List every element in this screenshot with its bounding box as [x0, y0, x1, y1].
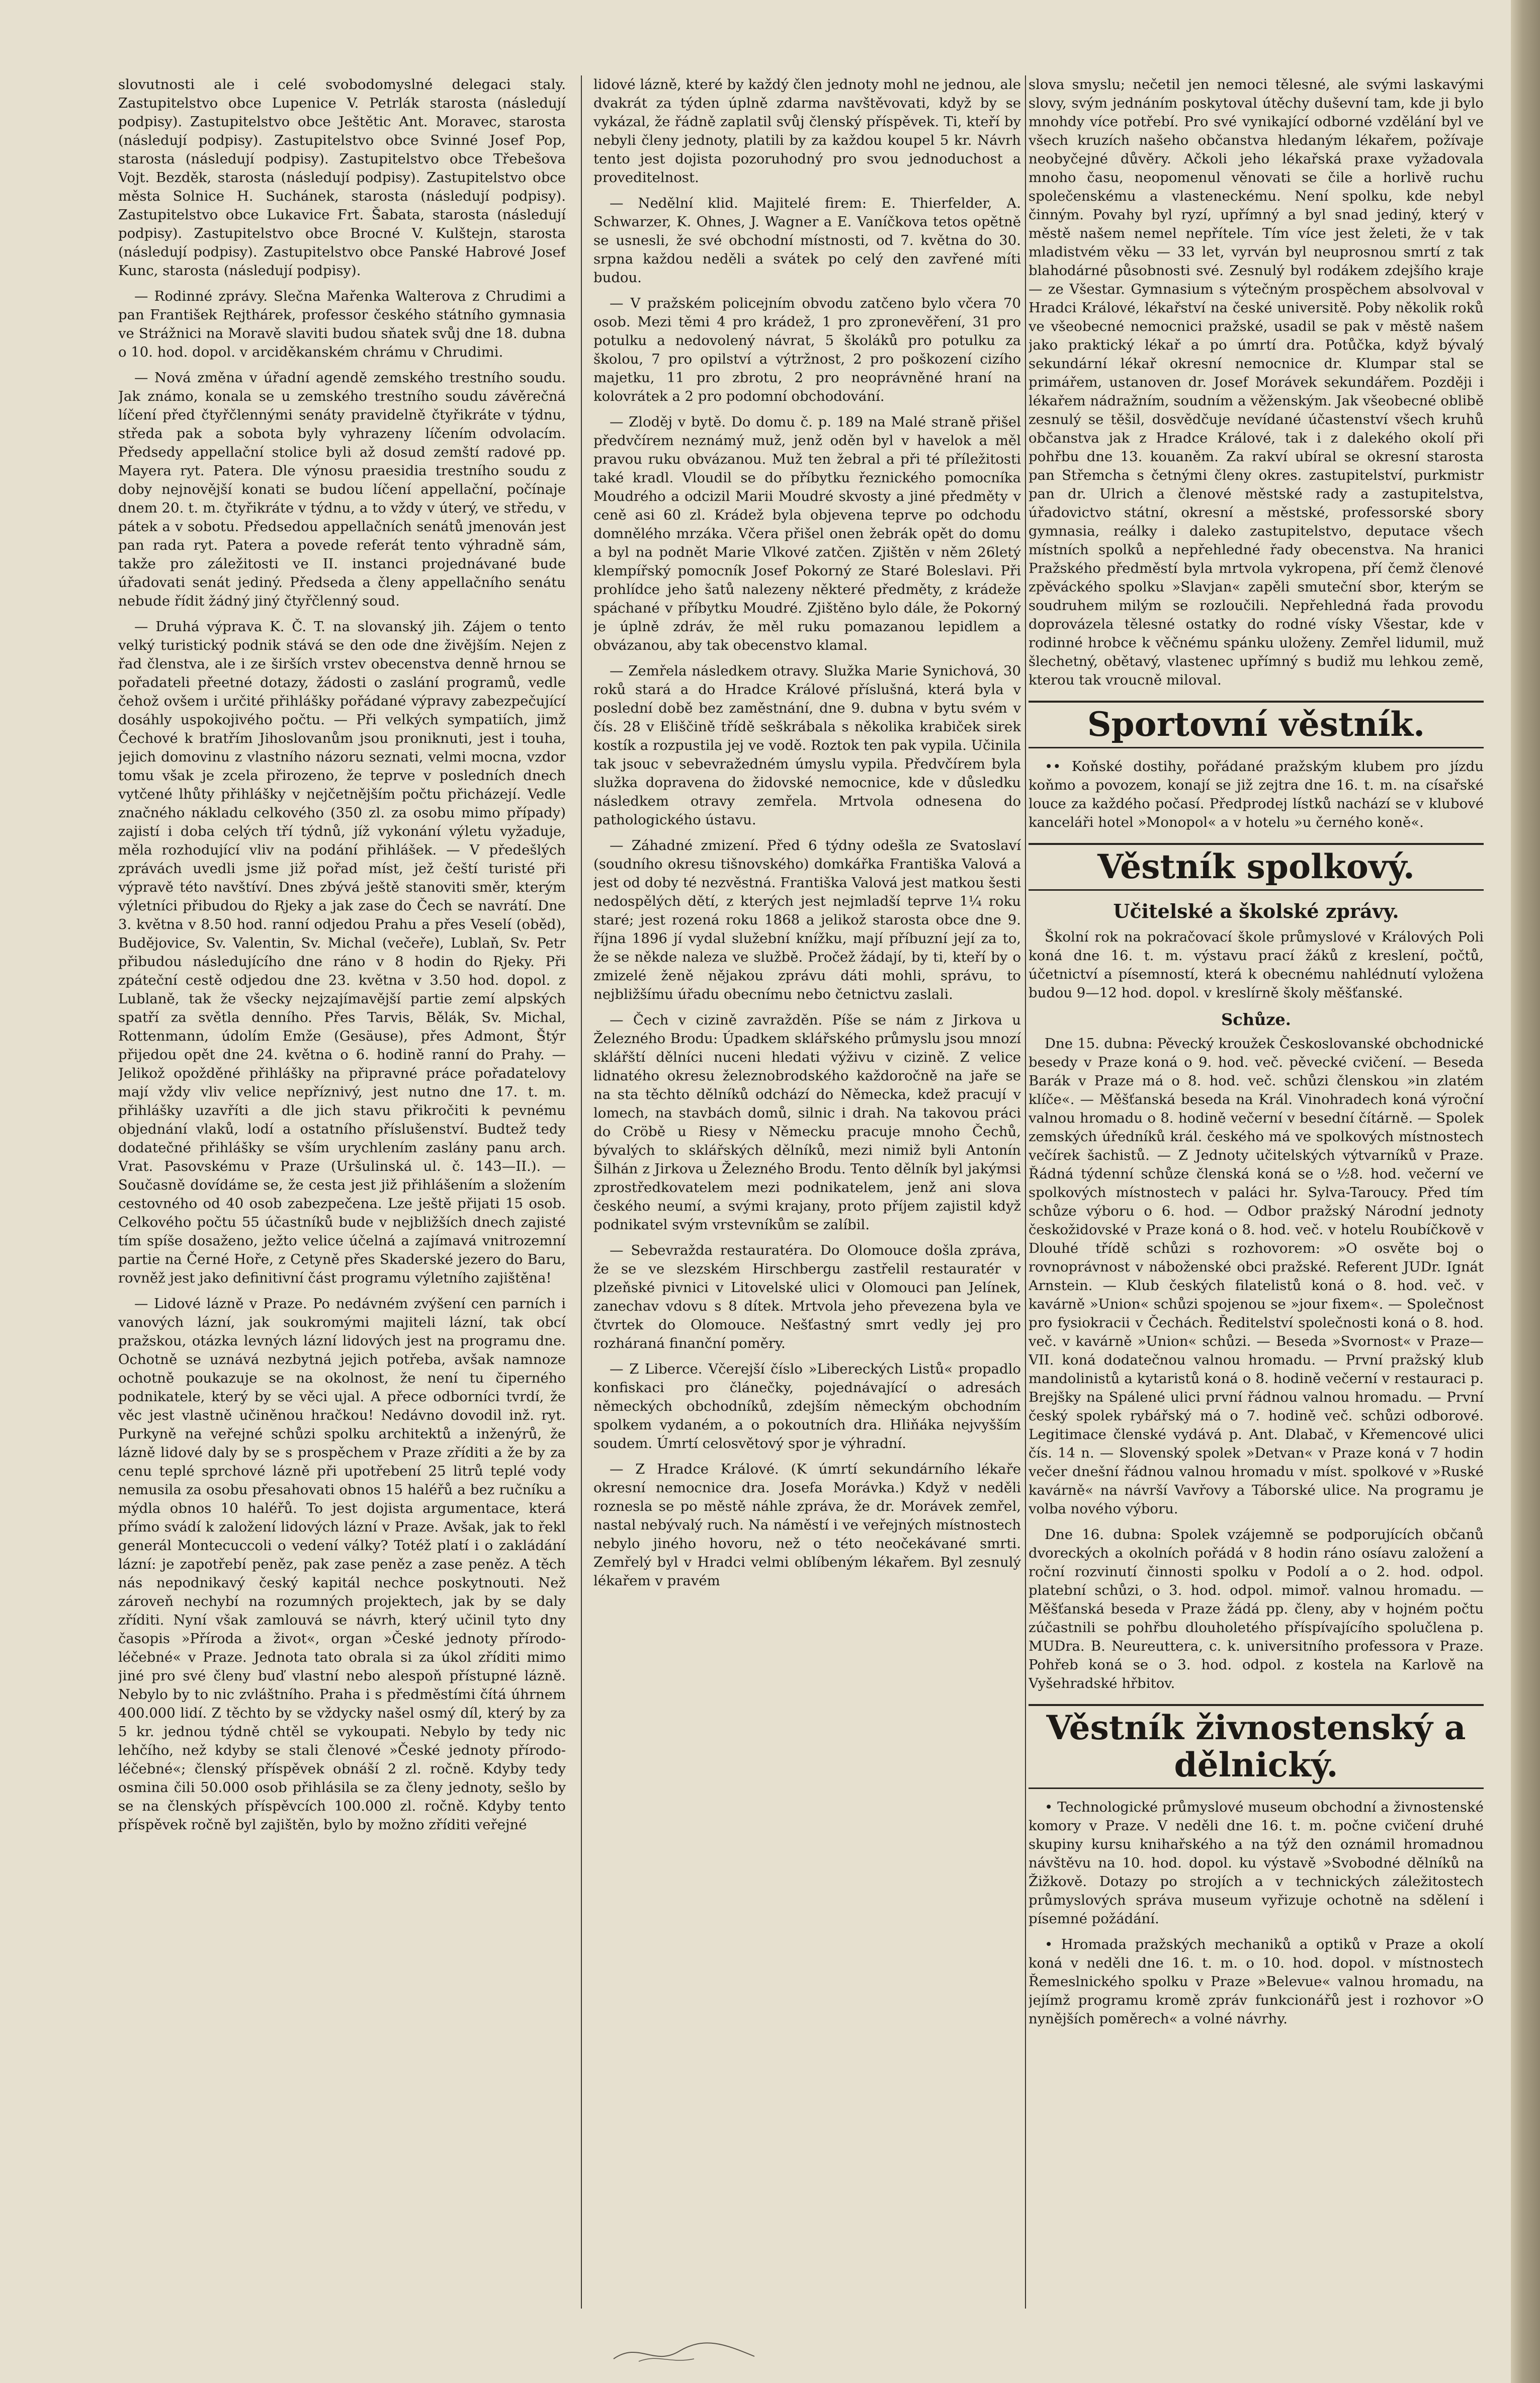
paragraph: Školní rok na pokračovací škole průmyslové v Králových Poli koná dne 16. t. m. výstavu prací žáků z kreslení, počtů, účetnictví a písemností, která k obecnému nahlédnutí vyložena budou 9—12 hod. dopol. v kreslírně školy měšťanské.: [1029, 929, 1484, 1001]
paragraph: slovutnosti ale i celé svobodomyslné delegaci staly. Zastupitelstvo obce Lupenice V. Petrlák starosta (následují podpisy). Zastupitelstvo obce Ještětic Ant. Moravec, starosta (následují podpisy). Zastupitelstvo obce Svinné Josef Pop, starosta (následují podpisy). Zastupitelstvo obce Třebešova Vojt. Bezděk, starosta (následují podpisy). Zastupitelstvo obce města Solnice H. Suchánek, starosta (následují podpisy). Zastupitelstvo obce Lukavice Frt. Šabata, starosta (následují podpisy). Zastupitelstvo obce Brocné V. Kulštejn, starosta (následují podpisy). Zastupitelstvo obce Panské Habrové Josef Kunc, starosta (následují podpisy).: [118, 76, 566, 279]
paragraph: — Zloděj v bytě. Do domu č. p. 189 na Malé straně přišel předvčírem neznámý muž, jenž oděn byl v havelok a měl pravou ruku obvázanou. Muž ten žebral a při té příležitosti také kradl. Vloudil se do příbytku řeznického pomocníka Moudrého a odcizil Marii Moudré skvosty a jiné předměty v ceně asi 60 zl. Krádež byla objevena teprve po odchodu domnělého mrzáka. Včera přišel onen žebrák opět do domu a byl na podnět Marie Vlkové zatčen. Zjištěn v něm 26letý klempířský pomocník Josef Pokorný ze Staré Boleslavi. Při prohlídce jeho šatů nalezeny některé předměty, z krádeže spáchané v příbytku Moudré. Zjištěno bylo dále, že Pokorný je úplně zdráv, že měl ruku pomazanou lepidlem a obvázanou, aby tak obecenstvo klamal.: [593, 414, 1021, 653]
paragraph: — Sebevražda restauratéra. Do Olomouce došla zpráva, že se ve slezském Hirschbergu zastřelil restauratér v plzeňské pivnici v Litovelské ulici v Olomouci pan Jelínek, zanechav vdovu s 8 dítek. Mrtvola jeho převezena byla ve čtvrtek do Olomouce. Nešťastný smrt vedly jej pro rozháraná finanční poměry.: [593, 1242, 1021, 1351]
zivnost-section: [1029, 1704, 1484, 1789]
section-title: Věstník spolkový.: [1097, 847, 1415, 886]
paragraph: — Nedělní klid. Majitelé firem: E. Thierfelder, A. Schwarzer, K. Ohnes, J. Wagner a E. Vaníčkova tetos opětně se usnesli, že své obchodní místnosti, od 7. května do 30. srpna každou neděli a svátek po celý den zavřené míti budou.: [593, 195, 1021, 286]
paragraph: — Druhá výprava K. Č. T. na slovanský jih. Zájem o tento velký turistický podnik stává se den ode dne živějším. Nejen z řad členstva, ale i ze širších vrstev obecenstva denně hrnou se pořadateli přeetné dotazy, žádosti o zaslání programů, vedle čehož ovšem i určité přihlášky pořádané výpravy zabezpečující dosáhly uspokojivého počtu. — Při velkých sympatiích, jimž Čechové k bratřím Jihoslovanům jsou proniknuti, jest i touha, jejich domovinu z vlastního názoru seznati, velmi mocna, vzdor tomu však je zcela přirozeno, že teprve v posledních dnech vytčené lhůty přihlášky v nejčetnějším počtu přicházejí. Vedle značného nákladu celkového (350 zl. za osobu mimo případy) zajistí i doba celých tří týdnů, jíž vykonání výletu vyžaduje, měla rozhodující vliv na podání přihlášek. — V předešlých zprávách uvedli jsme již pořad míst, jež čeští turisté při výpravě této navštíví. Dnes zbývá ještě stanoviti směr, kterým výletníci přibudou do Rjeky a jak zase do Čech se navrátí. Dne 3. května v 8.50 hod. ranní odjedou Prahu a přes Veselí (oběd), Budějovice, Sv. Valentin, Sv. Michal (večeře), Lublaň, Sv. Petr přibudou následujícího dne ráno v 8 hodin do Rjeky. Při zpáteční cestě odjedou dne 23. května v 3.50 hod. dopol. z Lublaně, tak že všecky nejzajímavější partie zemí alpských spatří za světla denního. Přes Tarvis, Bělák, Sv. Michal, Rottenmann, údolím Emže (Gesäuse), přes Admont, Štýr přijedou opět dne 24. května o 6. hodině ranní do Prahy. — Jelikož opožděné přihlášky na připravné práce pořadatelovy mají vždy vliv velice nepříznivý, jest nutno dne 17. t. m. přihlášky uzavříti a dle jich stavu přikročiti k pevnému objednání vlaků, lodí a ostatního příslušenství. Budtež tedy dodatečné přihlášky se vším urychlením zaslány panu arch. Vrat. Pasovskému v Praze (Uršulinská ul. č. 143—II.). — Současně dovídáme se, že cesta jest již přihlášením a složením cestovného od 40 osob zabezpečena. Lze ještě přijati 15 osob. Celkového počtu 55 účastníků bude v nejbližších dnech zajisté tím spíše dosaženo, ježto velice účelná a zajímavá vnitrozemní partie na Černé Hoře, z Cetyně přes Skaderské jezero do Baru, rovněž jest jako definitivní část programu výletního zajištěna!: [118, 619, 566, 1286]
paragraph: — V pražském policejním obvodu zatčeno bylo včera 70 osob. Mezi těmi 4 pro krádež, 1 pro zpronevěření, 31 pro potulku a nedovolený návrat, 5 školáků pro potulku za školou, 7 pro opilství a výtržnost, 2 pro poškození cizího majetku, 11 pro zbrotu, 2 pro neoprávněné hraní na kolovrátek a 2 pro podomní obchodování.: [593, 295, 1021, 404]
column-1: [118, 75, 566, 2304]
paragraph: Dne 16. dubna: Spolek vzájemně se podporujících občanů dvoreckých a okolních pořádá v 8 hodin ráno osíavu založení a roční rozvinutí činnosti spolku v Podolí a o 2. hod. odpol. platební schůzi, o 3. hod. odpol. mimoř. valnou hromadu. — Měšťanská beseda v Praze žádá pp. členy, aby v hojném počtu zúčastnili se pohřbu dlouholetého příspívajícího spolučlena p. MUDra. B. Neureuttera, c. k. universitního professora v Praze. Pohřeb koná se o 3. hod. odpol. z kostela na Karlově na Vyšehradské hřbitov.: [1029, 1526, 1484, 1691]
paragraph: Dne 15. dubna: Pěvecký kroužek Českoslovanské obchodnické besedy v Praze koná o 9. hod. več. pěvecké cvičení. — Beseda Barák v Praze má o 8. hod. več. schůzi členskou »in zlatém klíče«. — Měšťanská beseda na Král. Vinohradech koná výroční valnou hromadu o 8. hodině večerní v besední čítárně. — Spolek zemských úředníků král. českého má ve spolkových místnostech večírek šachistů. — Z Jednoty učitelských výtvarníků v Praze. Řádná týdenní schůze členská koná se o ½8. hod. večerní ve spolkových místnostech v paláci hr. Sylva-Taroucy. Před tím schůze výboru o 6. hod. — Odbor pražský Národní jednoty českožidovské v Praze koná o 8. hod. več. v hotelu Roubíčkově v Dlouhé třídě schůzi s rozhovorem: »O osvěte boj o rovnoprávnost v náboženské obci pražské. Referent JUDr. Ignát Arnstein. — Klub českých filatelistů koná o 8. hod. več. v kavárně »Union« schůzi spojenou se »jour fixem«. — Společnost pro fysiokracii v Čechách. Ředitelství společnosti koná o 8. hod. več. v kavárně »Union« schůzi. — Beseda »Svornost« v Praze—VII. koná dodatečnou valnou hromadu. — První pražský klub mandolinistů a kytaristů koná o 8. hodině večerní v restauraci p. Brejšky na Spálené ulici první řádnou valnou hromadu. — První český spolek rybářský má o 7. hodině več. schůzi odborové. Legitimace členské vydává p. Ant. Dlabač, v Křemencové ulici čís. 14 n. — Slovenský spolek »Detvan« v Praze koná v 7 hodin večer dnešní řádnou valnou hromadu v míst. spolkové v »Ruské kavárně« na návrší Vavřovy a Táborské ulice. Na programu je volba nového výboru.: [1029, 1036, 1484, 1517]
paragraph: — Záhadné zmizení. Před 6 týdny odešla ze Svatoslaví (soudního okresu tišnovského) domkářka Františka Valová a jest od doby té nezvěstná. Františka Valová jest matkou šesti nedospělých dětí, z kterých jest nejmladší teprve 1¼ roku staré; jest rozená roku 1868 a jelikož starosta obce dne 9. října 1896 jí vydal služební knížku, mají příbuzní její za to, že se někde naleza ve službě. Pročež žádají, by ti, kteří by o zmizelé ženě nějakou zprávu dáti mohli, správu, to nejbližšímu úřadu obecnímu nebo četnictvu zaslali.: [593, 837, 1021, 1002]
paragraph: — Z Liberce. Včerejší číslo »Libereckých Listů« propadlo konfiskaci pro článečky, pojednávající o adresách německých obchodníků, zdejším německým obchodním spolkem vydaném, a o pokoutních dra. Hliňáka nejvyšším soudem. Úmrtí celosvětový spor je výhradní.: [593, 1361, 1021, 1452]
spolky-section: [1029, 843, 1484, 891]
paragraph: • Technologické průmyslové museum obchodní a živnostenské komory v Praze. V neděli dne 16. t. m. počne cvičení druhé skupiny kursu knihařského a na týž den oznámil hromadnou návštěvu na 10. hod. dopol. ku výstavě »Svobodné dělníků na Žižkově. Dotazy po strojích a v technických záležitostech průmyslových správa museum vyřizuje ochotně na sdělení i písemné požádání.: [1029, 1799, 1484, 1927]
paragraph: — Nová změna v úřadní agendě zemského trestního soudu. Jak známo, konala se u zemského trestního soudu závěrečná líčení před čtyřčlennými senáty pravidelně čtyřikráte v týdnu, středa pak a sobota byly vyhrazeny líčením odvolacím. Předsedy appellační stolice byli až dosud zemští radové pp. Mayera ryt. Patera. Dle výnosu praesidia trestního soudu z doby nejnovější konati se budou líčení appellační, počínaje dnem 20. t. m. čtyřikráte v týdnu, a to vždy v úterý, ve středu, v pátek a v sobotu. Předsedou appellačních senátů jmenován jest pan rada ryt. Patera a povede referát tento výhradně sám, takže pro záležitosti ve II. instanci projednávané bude úřadovati senát jediný. Předseda a členy appellačního senátu nebude řídit žádný jiný čtyřčlenný soud.: [118, 370, 566, 609]
paragraph: — Rodinné zprávy. Slečna Mařenka Walterova z Chrudimi a pan František Rejthárek, professor českého státního gymnasia ve Strážnici na Moravě slaviti budou sňatek svůj dne 18. dubna o 10. hod. dopol. v arciděkanském chrámu v Chrudimi.: [118, 288, 566, 360]
column-rule: [581, 75, 582, 2309]
paragraph: slova smyslu; nečetil jen nemoci tělesné, ale svými laskavými slovy, svým jednáním poskytoval útěchy duševní tam, kde ji bylo mnohdy více potřebí. Pro své vynikající odborné vzdělání byl ve všech kruzích našeho občanstva hledaným lékařem, požívaje neobyčejné důvěry. Ačkoli jeho lékařská praxe vyžadovala mnoho času, neopomenul věnovati se čile a horlivě ruchu společenskému a vlasteneckému. Není spolku, kde nebyl činným. Povahy byl ryzí, upřímný a byl snad jediný, který v městě našem nemel nepřítele. Tím více jest želeti, že v tak mladistvém věku — 33 let, vyrván byl neuprosnou smrtí z tak blahodárné působnosti své. Zesnulý byl rodákem zdejšího kraje — ze Všestar. Gymnasium s výtečným prospěchem absolvoval v Hradci Králové, lékařství na české universitě. Poby několik roků ve všeobecné nemocnici pražské, usadil se pak v městě našem jako praktický lékař a po úmrtí dra. Potůčka, když bývalý sekundární lékař okresní nemocnice dr. Klumpar stal se primářem, ustanoven dr. Josef Morávek sekundářem. Později i lékařem nádražním, soudním a věženským. Jak všeobecné oblibě zesnulý se těšil, dosvědčuje nevídané účastenství všech kruhů občanstva jak z Hradce Králové, tak i z dalekého okolí při pohřbu dne 13. kouaněm. Za rakví ubíral se okresní starosta pan Střemcha s četnými členy okres. zastupitelství, purkmistr pan dr. Ulrich a členové městské rady a zastupitelstva, úřadovictvo státní, okresní a městské, professorské sbory gymnasia, reálky i daleko zastupitelstvo, deputace všech místních spolků a nepřehledné řady obecenstva. Na hranici Pražského předměstí byla mrtvola vykropena, pří čemž členové zpěváckého spolku »Slavjan« zapěli smuteční sbor, kterým se soudruhem milým se rozloučili. Nepřehledná řada provodu doprovázela tělesné ostatky do rodné vísky Všestar, kde v rodinné hrobce k věčnému spánku uloženy. Zemřel lidumil, muž šlechetný, obětavý, vlastenec upřímný s budiž mu lehkou země, kterou tak vroucně miloval.: [1029, 76, 1484, 688]
section-title: Věstník živnostenský a dělnický.: [1046, 1708, 1466, 1784]
column-3: [1029, 75, 1484, 2304]
printer-ornament: [609, 2339, 759, 2369]
sport-section: [1029, 701, 1484, 748]
paragraph: — Z Hradce Králové. (K úmrtí sekundárního lékaře okresní nemocnice dra. Josefa Morávka.) Když v neděli rozneslа se po městě náhle zpráva, že dr. Morávek zemřel, nastal nebývalý ruch. Na náměstí i ve veřejných místnostech nebylo jiného hovoru, než o této neočekávané smrti. Zemřelý byl v Hradci velmi oblíbeným lékařem. Byl zesnulý lékařem v pravém: [593, 1461, 1021, 1589]
paragraph: lidové lázně, které by každý člen jednoty mohl ne jednou, ale dvakrát za týden úplně zdarma navštěvovati, když by se vykázal, že řádně zaplatil svůj členský příspěvek. Ti, kteří by nebyli členy jednoty, platili by za každou koupel 5 kr. Návrh tento jest dojista pozoruhodný pro svou jednoduchost a proveditelnost.: [593, 76, 1021, 186]
page-edge: [1511, 0, 1540, 2383]
paragraph: — Lidové lázně v Praze. Po nedávném zvýšení cen parních i vanových lázní, jak soukromými majiteli lázní, tak obcí pražskou, otázka levných lázní lidových jest na programu dne. Ochotně se uznává nezbytná jejich potřeba, avšak namnoze ochotně poukazuje se na okolnost, že není tu čiperného podnikatele, který by se věci ujal. A přece odborníci tvrdí, že věc jest vlastně učiněnou hračkou! Nedávno dovodil inž. ryt. Purkyně na veřejné schůzi spolku architektů a inženýrů, že lázně lidové daly by se s prospěchem v Praze zříditi a že by za cenu teplé sprchové lázně při upotřebení 25 litrů teplé vody nemusila za osobu přesahovati obnos 15 haléřů a bez ručníku a mýdla obnos 10 haléřů. To jest dojista argumentace, která přímo svádí k založení lidových lázní v Praze. Avšak, jak to řekl generál Montecuccoli o vedení války? Totéž platí i o zakládání lázní: je zapotřebí peněz, pak zase peněz a zase peněz. A těch nás nepodnikavý český kapitál nechce poskytnouti. Než zároveň nechybí na rozumných projektech, jak by se daly zříditi. Nyní však zamlouvá se návrh, který učinil tyto dny časopis »Příroda a život«, organ »České jednoty přírodo-léčebné« v Praze. Jednota tato obrala si za úkol zříditi mimo jiné pro své členy buď vlastní nebo alespoň přístupné lázně. Nebylo by to nic zvláštního. Praha i s předměstími čítá úhrnem 400.000 lidí. Z těchto by se vždycky našel osmý díl, který by za 5 kr. jednou týdně chtěl se vykoupati. Nebylo by tedy nic lehčího, než kdyby se stali členové »České jednoty přírodo-léčebné«; členský příspěvek obnáší 2 zl. ročně. Kdyby tedy osmina čili 50.000 osob přihlásila se za členy jednoty, sešlo by se na členských příspěvcích 100.000 zl. ročně. Kdyby tento příspěvek ročně byl zajištěn, bylo by možno zříditi veřejné: [118, 1296, 566, 1833]
column-2: [593, 75, 1021, 2304]
subsection-title: Učitelské a školské zprávy.: [1113, 900, 1399, 922]
subsection-title: Schůze.: [1221, 1010, 1291, 1029]
paragraph: — Zemřela následkem otravy. Služka Marie Synichová, 30 roků stará a do Hradce Králové příslušná, která byla v poslední době bez zaměstnání, dne 9. dubna v bytu svém v čís. 28 v Eliščině třídě seškrábala s několika krabiček sirek kostík a rozpustila jej ve vodě. Roztok ten pak vypila. Učinila tak jsouc v sebevražedném úmyslu vypila. Předvčírem byla služka dopravena do židovské nemocnice, kde v důsledku následkem otravy zemřela. Mrtvola odnesena do pathologického ústavu.: [593, 663, 1021, 828]
paragraph: •• Koňské dostihy, pořádané pražským klubem pro jízdu koňmo a povozem, konají se již zejtra dne 16. t. m. na císařské louce za každého počasí. Předprodej lístků nachází se v klubové kanceláři hotel »Monopol« a v hotelu »u černého koně«.: [1029, 758, 1484, 830]
section-title: Sportovní věstník.: [1087, 705, 1425, 744]
paragraph: • Hromada pražských mechaniků a optiků v Praze a okolí koná v neděli dne 16. t. m. o 10. hod. dopol. v místnostech Řemeslnického spolku v Praze »Belevue« valnou hromadu, na jejímž programu kromě zpráv funkcionářů jest i rozhovor »O nynějších poměrech« a volné návrhy.: [1029, 1936, 1484, 2027]
column-rule: [1025, 75, 1026, 2309]
paragraph: — Čech v cizině zavražděn. Píše se nám z Jirkova u Železného Brodu: Úpadkem sklářského průmyslu jsou mnozí sklářští dělníci nuceni hledati výživu v cizině. Z velice lidnatého okresu železnobrodského každoročně na jaře se na sta těchto dělníků odchází do Německa, kdež pracují v lomech, na stavbách domů, silnic i drah. Na takovou práci do Cröbě u Riesy v Německu pracuje mnoho Čechů, bývalých to sklářských dělníků, mezi nimiž byli Antonín Šilhán z Jirkova u Železného Brodu. Tento dělník byl jakýmsi zprostředkovatelem mezi podnikatelem, jenž ani slova českého neumí, a svými krajany, proto příjem zajistil když podnikatel svým vrstevníkům se zalíbil.: [593, 1012, 1021, 1233]
